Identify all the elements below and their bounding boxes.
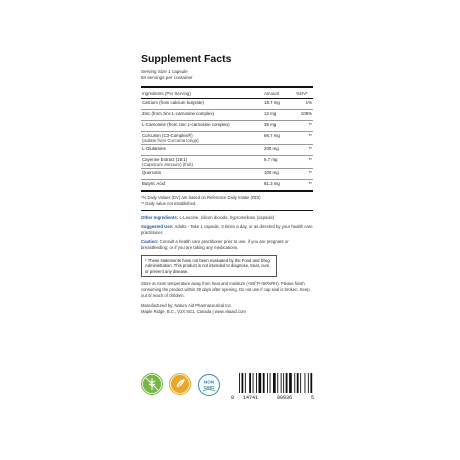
caution-text: Consult a health care practitioner prior to use, if you are pregnant or breastfeeding; or if you are taking any medications. (141, 238, 289, 250)
ingredient-dv: 109% (295, 110, 313, 121)
ingredient-dv: ** (295, 156, 313, 169)
ingredient-name: Quercetin (141, 169, 263, 180)
supplement-facts-panel (141, 53, 313, 314)
storage-instructions: Store at room temperature away from heat and moisture (<85°F/<60%RH). Please finish consuming the product within 30 days after opening. Do not use if cap seal is broken. Keep out of reach of children. (141, 281, 310, 298)
ingredient-amount: 66.7 mg (263, 132, 295, 145)
servings-per-container: 84 servings per container (141, 75, 193, 80)
table-row (141, 121, 313, 132)
barcode-right-digits: 00936 (277, 395, 293, 401)
barcode-bar (267, 373, 268, 393)
gluten-free-icon (141, 373, 163, 395)
ingredient-name: Calcium (from calcium butyrate) (141, 99, 263, 110)
footnotes (141, 195, 313, 207)
manufacturer-address: Maple Ridge, B.C., V2X 8G1, Canada | www.vitaaid.com (141, 308, 246, 314)
footnote-dv: *% Daily Values (DV) are based on Reference Daily Intake (RDI) (141, 195, 261, 200)
non-gmo-text-bottom: GMO (203, 385, 215, 390)
table-row (141, 110, 313, 121)
table-row (141, 156, 313, 169)
barcode-bar (283, 373, 284, 393)
barcode-bar (253, 373, 254, 393)
caution-label: Caution: (141, 238, 159, 244)
ingredient-dv: ** (295, 121, 313, 132)
header-ingredients: Ingredients (Per Serving) (141, 87, 263, 99)
non-gmo-text-top: NON (203, 379, 215, 385)
ingredient-cell (141, 156, 263, 169)
ingredient-dv: ** (295, 169, 313, 180)
table-row (141, 169, 313, 180)
table-row (141, 180, 313, 192)
ingredient-amount: 100 mg (263, 169, 295, 180)
barcode-bar (300, 373, 301, 393)
barcode-bar (249, 373, 251, 393)
barcode-bar (270, 373, 271, 393)
barcode-bar (310, 373, 312, 393)
ingredient-amount: 18.7 mg (263, 99, 295, 110)
barcode-bar (245, 373, 246, 393)
ingredient-amount: 6.7 mg (263, 156, 295, 169)
ingredient-dv: ** (295, 132, 313, 145)
barcode-bar (281, 373, 282, 393)
serving-size: Serving Size 1 capsule (141, 69, 188, 74)
ingredient-amount: 38 mg (263, 121, 295, 132)
ingredient-dv: ** (295, 180, 313, 192)
ingredient-name: L-Carnosine (from zinc L-carnosine complex) (141, 121, 263, 132)
table-row (141, 132, 313, 145)
table-row (141, 99, 313, 110)
barcode-bar (308, 373, 309, 393)
barcode-check-digit: 5 (311, 395, 315, 401)
barcode-bar (263, 373, 265, 393)
ingredient-name: Cayenne Extract (18:1) (142, 157, 188, 162)
manufacturer-info (141, 303, 313, 315)
fda-disclaimer: * These statements have not been evaluated by the Food and Drug Administration. This product is not intended to diagnose, treat, cure, or prevent any disease. (141, 255, 277, 278)
ingredient-name: Curcumin (C3-Complex®) (142, 133, 193, 138)
ingredient-amount: 200 mg (263, 145, 295, 156)
barcode-bar (259, 373, 262, 393)
facts-table (141, 86, 313, 192)
barcode-left-digits: 14741 (243, 395, 259, 401)
ingredient-dv: ** (295, 145, 313, 156)
barcode-bar (289, 373, 292, 393)
barcode-bar (286, 373, 288, 393)
barcode-bar (256, 373, 257, 393)
ingredient-name: L-Glutamine (141, 145, 263, 156)
divider (141, 210, 313, 211)
vegetarian-icon (169, 373, 191, 395)
barcode-bar (273, 373, 276, 393)
suggested-use (141, 224, 313, 236)
footnote-not-established: ** Daily value not established. (141, 200, 197, 206)
barcode-bar (242, 373, 244, 393)
manufacturer-name: Manufactured by: Naturo Aid Pharmaceutical Inc. (141, 302, 233, 308)
ingredient-amount: 81.3 mg (263, 180, 295, 192)
header-dv: %DV* (295, 87, 313, 99)
ingredient-source: (Capsicum annuum) (fruit) (142, 162, 193, 167)
header-amount: Amount (263, 87, 295, 99)
ingredient-name: Butyric Acid (141, 180, 263, 192)
barcode-bar (305, 373, 306, 393)
other-ingredients (141, 215, 313, 221)
other-ingredients-label: Other Ingredients: (141, 214, 179, 220)
panel-title: Supplement Facts (141, 53, 232, 65)
table-row (141, 145, 313, 156)
certification-badges (141, 373, 313, 403)
facts-header-row (141, 87, 313, 99)
caution (141, 239, 313, 251)
ingredient-source: (isolate from Curcuma longa) (142, 138, 199, 143)
ingredient-name: Zinc (from zinc L-carnosine complex) (141, 110, 263, 121)
suggested-use-label: Suggested Use: (141, 223, 174, 229)
non-gmo-badge (198, 374, 220, 396)
barcode-bar (239, 373, 240, 393)
ingredient-cell (141, 132, 263, 145)
other-ingredients-text: L-Leucine, silicon dioxide, hypromellose (capsule) (179, 214, 275, 220)
barcode-bar (297, 373, 299, 393)
ingredient-dv: 1% (295, 99, 313, 110)
ingredient-amount: 12 mg (263, 110, 295, 121)
barcode-lead-digit: 8 (231, 395, 235, 401)
barcode-bar (277, 373, 278, 393)
suggested-use-text: Adults - Take 1 capsule, 3 times a day, or as directed by your health care practitioner. (141, 223, 313, 235)
barcode-bar (294, 373, 295, 393)
